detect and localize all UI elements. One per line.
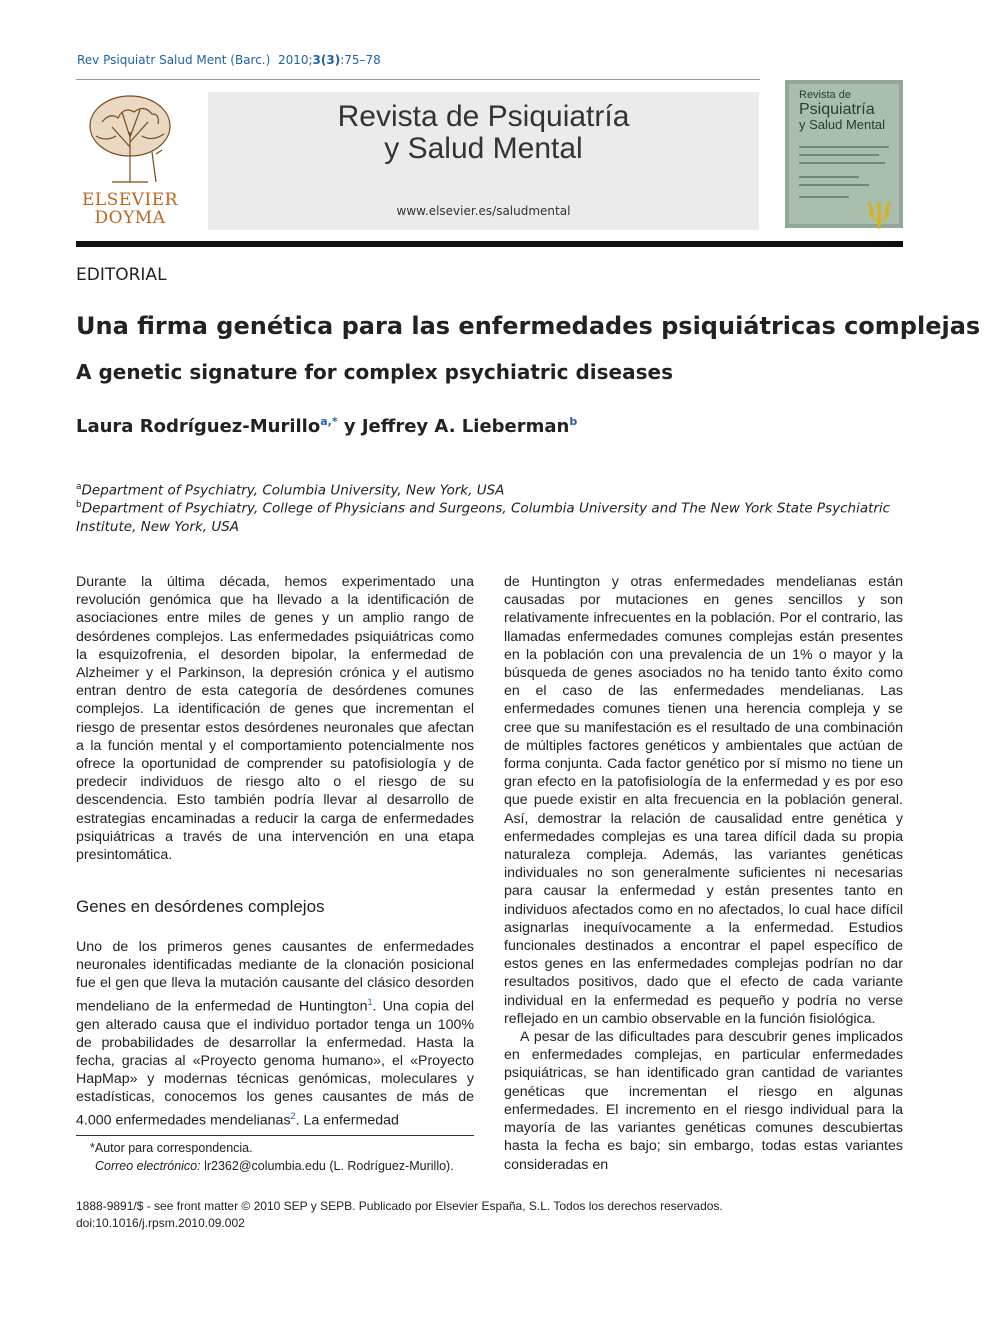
correspondence-note: *Autor para correspondencia. xyxy=(90,1141,253,1155)
publisher-name-line2: DOYMA xyxy=(94,208,166,228)
body-paragraph: A pesar de las dificultades para descubrir genes implicados en enfermedades complejas, en particular enfermedades psiquiátricas, se han identificado gran cantidad de variantes genéticas que incrementan el riesgo en algunas enfermedades. El incremento en el riesgo individual para la mayoría de las variantes genéticas comunes descubiertas hasta la fecha es bajo; sin embargo, todas estas variantes consideradas en xyxy=(504,1029,903,1173)
psi-logo-icon: ψ xyxy=(865,189,894,230)
journal-citation[interactable]: Rev Psiquiatr Salud Ment (Barc.) 2010;3(3):75–78 xyxy=(77,53,381,67)
body-column-right xyxy=(504,573,903,1174)
author-name: Laura Rodríguez-Murillo xyxy=(76,416,321,437)
publisher-logo[interactable] xyxy=(76,92,184,230)
article-title: Una firma genética para las enfermedades psiquiátricas complejas xyxy=(76,312,981,340)
journal-title-line1: Revista de Psiquiatría xyxy=(337,100,630,133)
body-paragraph: de Huntington y otras enfermedades mendelianas están causadas por mutaciones en genes sencillos y son relativamente infrecuentes en la población. Por el contrario, las llamadas enfermedades comunes complejas están presentes en la población con una prevalencia de un 1% o mayor y la búsqueda de genes asociados no ha tenido tanto éxito como en el caso de las enfermedades mendelianas. Las enfermedades comunes tienen una herencia compleja y se cree que su manifestación es el resultado de una combinación de múltiples factores genéticos y ambientales que actúan de forma conjunta. Cada factor genético por sí mismo no tiene un gran efecto en la patofisiología de la enfermedad y es por eso que puede existir en alta frecuencia en la población general. Así, demostrar la relación de causalidad entre genética y enfermedades complejas es una tarea difícil dada su propia naturaleza compleja. Además, las variantes genéticas individuales no son generalmente suficientes ni necesarias para causar la enfermedad y están presentes tanto en individuos afectados como en no afectados, lo cual hace difícil asignarlas inequívocamente a la enfermedad. Estudios funcionales destinados a encontrar el papel específico de estos genes en las enfermedades complejas podrían no dar resultados positivos, dado que el efecto de cada variante individual en la enfermedad es pequeño y podría no verse reflejado en un cambio observable en la función fisiológica. xyxy=(504,574,903,1027)
intro-paragraph: Durante la última década, hemos experimentado una revolución genómica que ha llevado a la identificación de asociaciones entre miles de genes y un amplio rango de desórdenes complejos. Las enfermedades psiquiátricas como la esquizofrenia, el desorden bipolar, la enfermedad de Alzheimer y el Parkinson, la depresión crónica y el autismo entran dentro de esta categoría de desórdenes comunes complejos. La identificación de genes que incrementan el riesgo de presentar estos desórdenes neuronales que afectan a la función mental y el comportamiento potencialmente nos ofrece la oportunidad de comprender su patofisiología y de predecir individuos de riesgo alto o el riesgo de su descendencia. Esto también podría llevar al desarrollo de estrategias encaminadas a reducir la carga de enfermedades psiquiátricas a través de una intervención en una etapa presintomática. xyxy=(76,574,474,864)
publisher-name-line1: ELSEVIER xyxy=(82,190,178,210)
cover-text-line xyxy=(799,154,879,156)
section-label: EDITORIAL xyxy=(76,265,167,285)
cover-title-1: Revista de xyxy=(799,89,851,101)
copyright-line: 1888-9891/$ - see front matter © 2010 SEP y SEPB. Publicado por Elsevier España, S.L. Todos los derechos reservados. xyxy=(76,1199,723,1213)
author-name: Jeffrey A. Lieberman xyxy=(361,416,570,437)
email-link[interactable]: lr2362@columbia.edu (L. Rodríguez-Murillo). xyxy=(200,1159,454,1173)
footnote-divider xyxy=(76,1135,474,1136)
section-heading: Genes en desórdenes complejos xyxy=(76,897,325,916)
author-list: Laura Rodríguez-Murillo$^{a,*}$ y Jeffrey A. Lieberman$^b$ xyxy=(76,415,578,437)
journal-cover-thumbnail[interactable] xyxy=(785,80,903,228)
journal-banner xyxy=(208,92,759,230)
cover-title-3: y Salud Mental xyxy=(799,117,885,132)
reference-link[interactable]: 2 xyxy=(290,1110,296,1121)
elsevier-tree-icon xyxy=(82,92,178,184)
author-affiliation-link[interactable]: b xyxy=(569,415,578,428)
title-divider xyxy=(76,241,903,247)
cover-title-2: Psiquiatría xyxy=(799,101,875,118)
cover-text-line xyxy=(799,146,889,148)
author-affiliation-link[interactable]: a,* xyxy=(320,415,338,428)
reference-link[interactable]: 1 xyxy=(367,996,373,1007)
cover-text-line xyxy=(799,176,859,178)
journal-url[interactable]: www.elsevier.es/saludmental xyxy=(396,204,571,218)
cover-text-line xyxy=(799,184,869,186)
article-title-english: A genetic signature for complex psychiatric diseases xyxy=(76,360,673,384)
affiliation-a: $^a$Department of Psychiatry, Columbia University, New York, USA xyxy=(76,482,505,499)
journal-title-line2: y Salud Mental xyxy=(384,132,583,165)
cover-panel xyxy=(789,84,899,230)
doi-link[interactable]: doi:10.1016/j.rpsm.2010.09.002 xyxy=(76,1216,245,1230)
body-paragraph-left: Uno de los primeros genes causantes de enfermedades neuronales identificadas mediante de la clonación posicional fue el gen que lleva la mutación causante del clásico desorden mendeliano de la enfermedad de Huntington$^1$. Una copia del gen alterado causa que el individuo portador tenga un 100% de probabilidades de desarrollar la enfermedad. Hasta la fecha, gracias al «Proyecto genoma humano», el «Proyecto HapMap» y modernas técnicas genómicas, moleculares y estadísticas, conocemos los genes causantes de más de 4.000 enfermedades mendelianas$^2$. La enfermedad xyxy=(76,939,474,1129)
affiliation-b: $^b$Department of Psychiatry, College of Physicians and Surgeons, Columbia University and The New York State Psychiatric Institute, New York, USA xyxy=(76,500,891,535)
header-divider xyxy=(76,79,760,80)
cover-text-line xyxy=(799,196,849,198)
correspondence-email: Correo electrónico: lr2362@columbia.edu (L. Rodríguez-Murillo). xyxy=(95,1159,454,1173)
cover-text-line xyxy=(799,162,885,164)
